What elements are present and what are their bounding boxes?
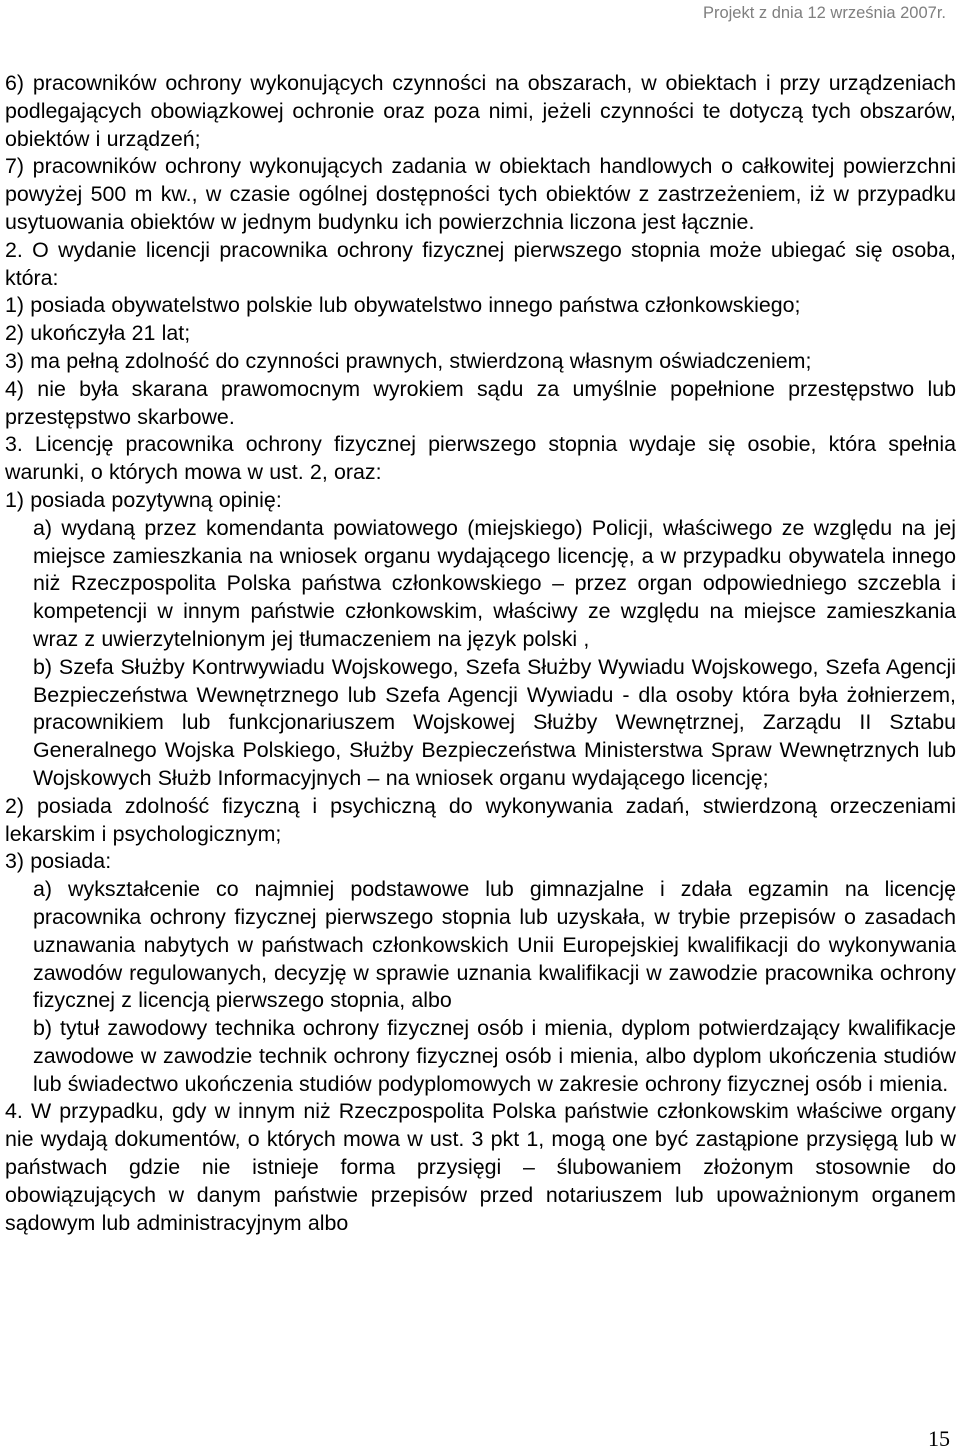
paragraph-section-4: 4. W przypadku, gdy w innym niż Rzeczpospolita Polska państwie członkowskim właściwe organy nie wydają dokumentów, o których mowa w ust. 3 pkt 1, mogą one być zastąpione przysięgą lub w państwach gdzie nie istnieje forma przysięgi – ślubowaniem złożonym stosownie do obowiązujących w danym państwie przepisów przed notariuszem lub upoważnionym organem sądowym lub administracyjnym albo xyxy=(5,1099,956,1235)
page-number: 15 xyxy=(928,1426,950,1451)
paragraph-section-3-item-3-a: a) wykształcenie co najmniej podstawowe lub gimnazjalne i zdała egzamin na licencję pracownika ochrony fizycznej pierwszego stopnia lub uzyskała, w trybie przepisów o zasadach uznawania nabytych w państwach członkowskich Unii Europejskiej kwalifikacji do wykonywania zawodów regulowanych, decyzję w sprawie uznania kwalifikacji w zawodzie pracownika ochrony fizycznej z licencją pierwszego stopnia, albo xyxy=(33,877,956,1013)
paragraph-section-3-item-1: 1) posiada pozytywną opinię: xyxy=(5,487,282,512)
paragraph-section-2: 2. O wydanie licencji pracownika ochrony fizycznej pierwszego stopnia może ubiegać się osoba, która: xyxy=(5,237,956,290)
paragraph-section-3-item-1-a: a) wydaną przez komendanta powiatowego (miejskiego) Policji, właściwego ze względu na jej miejsce zamieszkania na wniosek organu wydającego licencję, a w przypadku obywatela innego niż Rzeczpospolita Polska państwa członkowskiego – przez organ odpowiedniego szczebla i kompetencji w innym państwie członkowskim, właściwy ze względu na miejsce zamieszkania wraz z uwierzytelnionym jej tłumaczeniem na język polski , xyxy=(33,515,956,651)
paragraph-section-3: 3. Licencję pracownika ochrony fizycznej pierwszego stopnia wydaje się osobie, która spełnia warunki, o których mowa w ust. 2, oraz: xyxy=(5,432,956,485)
paragraph-section-3-item-1-b: b) Szefa Służby Kontrwywiadu Wojskowego, Szefa Służby Wywiadu Wojskowego, Szefa Agencji Bezpieczeństwa Wewnętrznego lub Szefa Agencji Wywiadu - dla osoby która była żołnierzem, pracownikiem lub funkcjonariuszem Wojskowej Służby Wewnętrznej, Zarządu II Sztabu Generalnego Wojska Polskiego, Służby Bezpieczeństwa Ministerstwa Spraw Wewnętrznych lub Wojskowych Służb Informacyjnych – na wniosek organu wydającego licencję; xyxy=(33,654,956,790)
paragraph-section-3-item-3-b: b) tytuł zawodowy technika ochrony fizycznej osób i mienia, dyplom potwierdzający kwalifikacje zawodowe w zawodzie technik ochrony fizycznej osób i mienia, albo dyplom ukończenia studiów lub świadectwo ukończenia studiów podyplomowych w zakresie ochrony fizycznej osób i mienia. xyxy=(33,1016,956,1096)
paragraph-section-2-item-4: 4) nie była skarana prawomocnym wyrokiem sądu za umyślnie popełnione przestępstwo lub przestępstwo skarbowe. xyxy=(5,376,956,429)
paragraph-section-3-item-3: 3) posiada: xyxy=(5,849,112,874)
paragraph-item-6: 6) pracowników ochrony wykonujących czynności na obszarach, w obiektach i przy urządzeniach podlegających obowiązkowej ochronie oraz poza nimi, jeżeli czynności te dotyczą tych obszarów, obiektów i urządzeń; xyxy=(5,71,956,151)
paragraph-item-7: 7) pracowników ochrony wykonujących zadania w obiektach handlowych o całkowitej powierzchni powyżej 500 m kw., w czasie ogólnej dostępności tych obiektów z zastrzeżeniem, iż w przypadku usytuowania obiektów w jednym budynku ich powierzchnia liczona jest łącznie. xyxy=(5,154,956,234)
paragraph-section-3-item-2: 2) posiada zdolność fizyczną i psychiczną do wykonywania zadań, stwierdzoną orzeczeniami lekarskim i psychologicznym; xyxy=(5,793,956,846)
document-body xyxy=(5,70,956,1237)
paragraph-section-2-item-1: 1) posiada obywatelstwo polskie lub obywatelstwo innego państwa członkowskiego; xyxy=(5,293,801,318)
page-header: Projekt z dnia 12 września 2007r. xyxy=(702,4,946,22)
paragraph-section-2-item-3: 3) ma pełną zdolność do czynności prawnych, stwierdzoną własnym oświadczeniem; xyxy=(5,348,812,373)
paragraph-section-2-item-2: 2) ukończyła 21 lat; xyxy=(5,321,191,346)
